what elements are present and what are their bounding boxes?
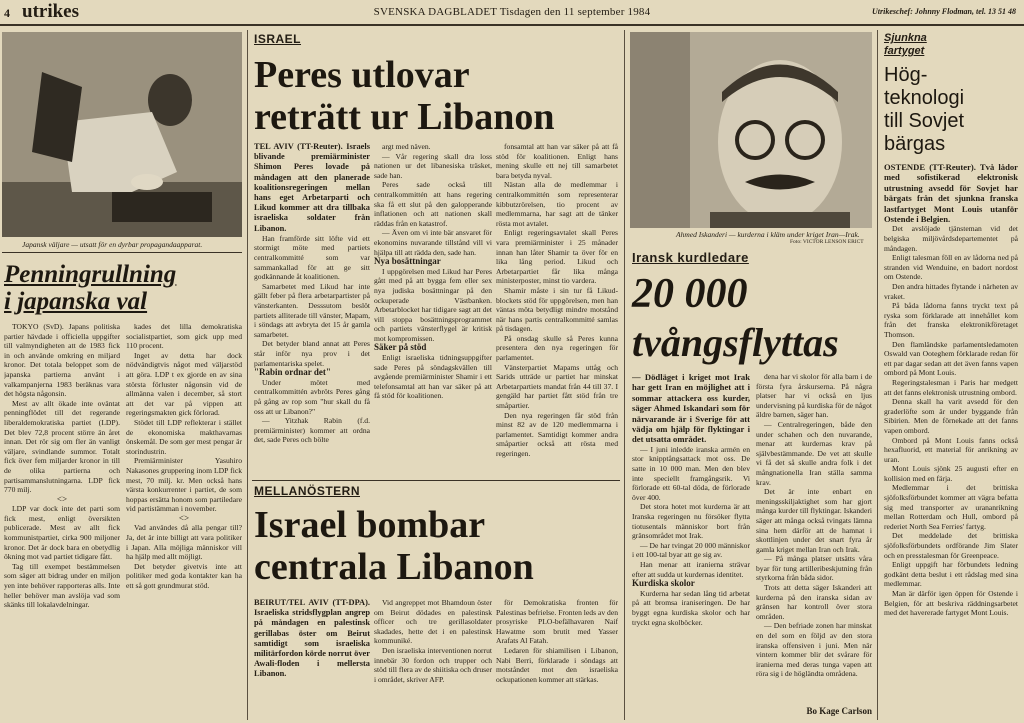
peres-subhead-support: Säker på stöd [374,342,427,353]
mideast-kicker: MELLANÖSTERN [254,484,360,498]
iran-lead: — Dödläget i kriget mot Irak har gett Iran en möjlighet att i sommar attackera oss kurder, säger Ahmed Iskandari som för närvarande är i Sverige för att vädja om hjälp för flyktingar i det utsatta området. [632,372,750,445]
ship-headline [884,64,964,156]
ship-p11: Det meddelade det brittiska sjöfolksförbundets ordförande Jim Slater och en presstalesman för Greenpeace. [884,531,1018,560]
ship-headline-line3: till Sovjet [884,110,965,132]
iran-byline: Bo Kage Carlson [806,706,872,716]
mideast-rule [252,480,620,481]
ship-p10: Medlemmar i det brittiska sjöfolksförbundet kommer att vägra befatta sig med transporter av urananrikning mellan Rotterdam och Hull, ombord på rederiet North Sea Ferries' fartyg. [884,483,1018,531]
japan-c2-p2: Inget av detta har dock nödvändigtvis något med väljarstöd att göra. LDP t ex gjorde en av sina största förluster någonsin vid de allmänna valen i december, så stort att det var på vippen att regeringsmakten gick förlorad. [126,350,242,418]
ship-p4: På båda lådorna fanns tryckt text på ryska som förklarade att innehållet kom från det franska elektronikföretaget Thomson. [884,301,1018,339]
ship-p5: Den flamländske parlamentsledamoten Oswald van Ooteghem förklarade redan för ett par dagar sedan att det även fanns vapen ombord på Mont Louis. [884,339,1018,378]
column-divider-icon: <> [56,493,68,504]
peres-c2-p6: Enligt israeliska tidningsuppgifter sade Peres på söndagskvällen till avgående premiärminister Shamir i ett telefonsamtal att han var säker på att få stöd för koalitionen. [374,353,492,401]
peres-c2-p5: I uppgörelsen med Likud har Peres gått med på att bygga fem eller sex nya judiska bosättningar på den ockuperade Västbanken. Arbetarblocket har tidigare sagt att det vill stoppa bosättningsprogrammet och partiets vänsterflygel är kritisk mot kompromissen. [374,266,492,343]
japan-c2-p3: Stödet till LDP reflekterar i stället de ekonomiska makthavarnas önskemål. De som ger mest pengar är storindustrin. [126,417,242,456]
peres-subhead-settlements: Nya bosättningar [374,256,441,267]
bomb-c3-p2: Ledaren för shiamilisen i Libanon, Nabi Berri, förklarade i söndags att motståndet mot den israeliska ockupationen kommer att stärkas. [496,645,618,684]
peres-c2-p3: Peres sade också till centralkommittén att hans regering ska få ett slut på den galopperande inflationen och att nationen skall räddas från en katastrof. [374,180,492,228]
peres-subhead-rabin: "Rabin ordnar det" [254,367,331,378]
ship-p3: Den andra hittades flytande i närheten av vraket. [884,282,1018,301]
column-separator [624,30,625,720]
peres-c1-p6: — Yitzhak Rabin (f.d. premiärminister) kommer att ordna det, sade Peres och bölte [254,416,370,445]
japan-c2-p1: kades det lilla demokratiska socialistpartiet, som gick upp med 110 procent. [126,322,242,351]
peres-headline-line2: reträtt ur Libanon [254,96,555,138]
iran-column-1 [632,372,750,720]
iran-c2-p2: — Centralregeringen, både den under schahen och den nuvarande, menar att kurdernas krav på självbestämmande. De vet att skulle vi få det så skulle andra folk i det mångnationella Iran ställa samma krav. [756,419,872,487]
iran-c2-p1: dena har vi skolor för alla barn i de första fyra årskurserna. På några platser har vi också en ljus undervisning på kurdiska för de något äldre barnen, säger han. [756,372,872,420]
bomb-lead: BEIRUT/TEL AVIV (TT-DPA). Israeliska stridsflygplan angrep på måndagen en palestinsk gerillabas öster om Beirut samtidigt som israeliska militärfordon körde norrut över Awali-floden i mellersta Libanon. [254,598,370,679]
bomb-column-2 [374,598,492,720]
iskandari-photo-caption: Ahmed Iskanderi — kurderna i kläm under kriget Iran—Irak. [676,230,860,239]
iran-c2-p5: Trots att detta säger Iskanderi att kurderna på den iranska sidan av gränsen har kontroll över stora områden. [756,583,872,621]
iran-c1-p1: — I juni inledde iranska armén en stor knipptångsattack mot oss. De satte in 10 000 man. Men den blev inte speciellt framgångsrik. Vi förlorade ett 60-tal döda, de förlorade över 400. [632,444,750,502]
ship-headline-line4: bärgas [884,133,946,155]
ship-headline-line2: teknologi [884,87,965,109]
japan-headline-line1: Penningrullning [4,261,177,288]
peres-c3-p1: fonsamtal att han var säker på att få stöd för koalitionen. Enligt hans mening skulle ett nej till samarbetet bara betyda nyval. [496,142,618,180]
iran-subhead-schools: Kurdiska skolor [632,578,695,589]
iran-c2-p6: — Den befriade zonen har minskat en del som en följd av den stora iranska offensiven i juni. Men när vintern kommer blir det svårare för iranierna med deras tunga vapen att röra sig i de högländta områdena. [756,621,872,679]
bomb-headline-line2: centrala Libanon [254,546,534,588]
japan-column-2 [126,322,242,720]
ship-headline-line1: Hög- [884,64,928,86]
japan-c1-p2: Mest av allt ökade inte oväntat penningflödet till det regerande liberaldemokratiska partiet (LDP). Det blev 72,8 procent större än året innan. Det rör sig om fler än vanligt väljare, svindlande summor. Totalt fick över fem miljarder kronor in till de olika partierna och partisammanslutningarna. LDP fick 770 milj. [4,398,120,495]
iran-c1-p4: Han menar att iranierna strävar efter att sudda ut kurdernas identitet. [632,559,750,579]
bomb-c3-p1: för Demokratiska fronten för Palestinas befrielse. Fronten leds av den prosyriske PLO-befälhavaren Naif Hawatme som brutit med Yasser Arafats Al Fatah. [496,598,618,646]
iran-headline-line2: tvångsflyttas [632,320,839,365]
peres-c1-p4: Det betyder bland annat att Peres står inför nya prov i det parlamentariska spelet. [254,339,370,368]
peres-c3-p4: Shamir måste i sin tur få Likud-blockets stöd för uppgörelsen, men han väntas möta betydligt mindre motstånd när hans partis centralkommitté samlas på tisdagen. [496,285,618,334]
portrait-illustration [630,32,872,228]
ship-p12: Enligt uppgift har förbundets ledning godkänt detta beslut i ett rådslag med sina medlemmar. [884,560,1018,589]
ship-kicker [884,32,927,58]
peres-c1-p5: Under mötet med centralkommittén avbröts Peres gång på gång av rop som "hur skall du få oss att ur Libanon?" [254,377,370,416]
peres-c3-p7: Den nya regeringen får stöd från minst 82 av de 120 medlemmarna i parlamentet. Samtidigt kommer andra småpartier också att rösta med regeringen. [496,410,618,458]
peres-c3-p3: Enligt regeringsavtalet skall Peres vara premiärminister i 25 månader innan han låter Shamir ta över för en lika lång period. Likud och Arbetarpartiet får lika många ministerposter, minst tio vardera. [496,228,618,286]
ship-p6: Regeringstalesman i Paris har medgett att det fanns elektronisk utrustning ombord. [884,377,1018,397]
peres-column-3 [496,142,618,478]
peres-c2-p1: argt med näven. [382,142,431,151]
ship-kicker-line1: Sjunkna [884,32,927,44]
japan-c1-p4: Tag till exempet bestämmelsen som säger att bidrag under en miljon yen inte behöver rapporteras alls. Inte heller behöver man avslöja vad som skänks till lokalavdelningar. [4,561,120,610]
japan-voter-photo [2,32,242,237]
column-divider-icon: <> [178,512,190,523]
iran-column-2 [756,372,872,706]
ship-p1: Det avslöjade tjänsteman vid det belgiska miljövårdsdepartementet på måndagen. [884,224,1018,253]
bomb-headline-line1: Israel bombar [254,504,486,546]
japan-c2-p6: Det betyder givetvis inte att politiker med goda kontakter kan ha ett så gott grundmurat stöd. [126,561,242,591]
japan-c2-p4: Premiärminister Yasuhiro Nakasones gruppering inom LDP fick mest, 70 milj. kr. Men också hans värsta konkurrenter i partiet, de som hoppas ersätta honom som partiledare vid partistämman i november. [126,456,242,514]
peres-lead: TEL AVIV (TT-Reuter). Israels blivande premiärminister Shimon Peres lovade på måndagen att den planerade koalitionsregeringen mellan hans eget Arbetarparti och Likud kommer att dra tillbaka israeliska soldater från Libanon. [254,142,370,233]
column-separator [877,30,878,720]
section-title: utrikes [22,1,79,22]
japan-headline-line2: i japanska val [4,288,148,315]
ship-column [884,162,1018,720]
bomb-column-1 [254,598,370,720]
iran-c1-p5: Kurderna har sedan lång tid arbetat på att bromsa iraniseringen. De har byggt egna kurdiska skolor och har tryckt egna skolböcker. [632,588,750,627]
column-separator [247,30,248,720]
peres-c2-p2: — Vår regering skall dra loss nationen ur det libanesiska träsket, sade han. [374,151,492,180]
bomb-c2-p1: Vid angreppet mot Bhamdoun öster om Beirut dödades en palestinsk officer och tre gerillasoldater skadades, hette det i en palestinsk kommuniké. [374,598,492,646]
ship-lead: OSTENDE (TT-Reuter). Två lådor med sofistikerad elektronisk utrustning avsedd för Sovjet har bärgats från det sjunkna franska lastfartyget Mont Louis utanför Ostende i Belgien. [884,162,1018,225]
peres-c2-p4: — Även om vi inte bär ansvaret för ekonomins nuvarande tillstånd vill vi hjälpa till att rädda den, sade han. [374,228,492,257]
iran-c2-p4: — På många platser utsätts våra byar för tung artilleribeskjutning från styrkorna från båda sidor. [756,554,872,583]
ship-p2: Enligt talesman föll en av lådorna ned på stranden vid Wenduine, en badort nordost om Ostende. [884,253,1018,282]
peres-column-1 [254,142,370,478]
iran-c2-p3: Det är inte enbart en meningsskiljaktighet som har gjort många kurder till flyktingar. Iskanderi säger att många också tvingats lämna sina hem därför att de hamnat i skottlinjen under det snart fyra år gamla kriget mellan Iran och Irak. [756,487,872,554]
voter-illustration [2,32,242,237]
japan-rule [2,252,242,253]
japan-c1-p3: LDP var dock inte det parti som fick mest, enligt översikten publicerade. Mest av allt fick kommunistpartiet, cirka 900 miljoner kronor. Det är dock bara en obetydlig ökning mot vad partiet tidigare fått. [4,504,120,562]
peres-headline-line1: Peres utlovar [254,54,470,96]
peres-kicker: ISRAEL [254,32,302,46]
iskandari-portrait-photo [630,32,872,228]
peres-c1-p2: Han framförde sitt löfte vid ett stormigt möte med partiets centralkommitté som var sammankallad för att ge sitt godkännande åt koalitionen. [254,233,370,282]
page-number: 4 [4,6,10,20]
ship-p13: Man är därför igen öppen för Ostende i Belgien, för att beskriva räddningsarbetet med det havererade fartyget Mont Louis. [884,589,1018,618]
japan-column-1 [4,322,120,720]
peres-c3-p6: Vänsterpartiet Mapams uttåg och Sarids utträde ur partiet har minskat Arbetarpartiets mandat från 44 till 37. I gengäld har partiet fått stöd från tre småpartier. [496,362,618,411]
ship-p9: Mont Louis sjönk 25 augusti efter en kollision med en färja. [884,464,1018,483]
bomb-column-3 [496,598,618,720]
iran-headline-line1: 20 000 [632,271,748,317]
japan-c2-p5: Vad användes då alla pengar till? Ja, det är inte billigt att vara politiker i Japan. Alla möjliga människor vill ha hjälp med allt möjligt. [126,523,242,562]
ship-p7: Denna skall ha varit avsedd för den graderlöfte som är under byggande från Sibirien. Men de förnekade att det fanns vapen ombord. [884,397,1018,435]
peres-c1-p3: Samarbetet med Likud har inte gällt feber på flera arbetarpartister på vänsterkanten. Desssutom beslöt partiets alliterade till vänster, Mapam, i söndags att avbryta det 15 år gamla samarbetet. [254,281,370,339]
japan-c1-p1: TOKYO (SvD). Japans politiska partier hävdade i officiella uppgifter till valmyndigheten att de 1983 fick in och använde omkring en miljard kronor. Det totala beloppet som de japanska partierna använt i valkampanjerna 1983 beräknas vara det högsta någonsin. [4,322,120,399]
iran-c1-p2: Det stora hotet mot kurderna är att Iranska regeringen nu försöker flytta tiotusentals människor bort från gränsområdet mot Irak. [632,502,750,541]
ship-p8: Ombord på Mont Louis fanns också hexafluorid, ett material för anrikning av uran. [884,435,1018,464]
peres-c3-p2: Nästan alla de medlemmar i centralkommittén som representerar kibbutzrörelsen, tio procent av medlemmarna, har sagt att de tänker rösta mot avtalet. [496,180,618,228]
iran-kicker: Iransk kurdledare [632,250,749,265]
newspaper-dateline: SVENSKA DAGBLADET Tisdagen den 11 september 1984 [373,6,651,18]
peres-c3-p5: På onsdag skulle så Peres kunna presentera den nya regeringen för parlamentet. [496,333,618,363]
ship-kicker-line2: fartyget [884,45,925,57]
japan-photo-caption: Japansk väljare — utsatt för en dyrbar propagandaapparat. [22,240,203,249]
peres-column-2 [374,142,492,478]
masthead-rule [0,24,1024,26]
photo-credit: Foto: VICTOR LENSON ERICT [790,239,864,245]
iran-c1-p3: — De har tvingat 20 000 människor i ett 100-tal byar att ge sig av. [632,540,750,560]
foreign-editor-line: Utrikeschef: Johnny Flodman, tel. 13 51 48 [871,7,1016,16]
bomb-c2-p2: Den israeliska interventionen norrut innebär 30 fordon och trupper och stöd till flera av de shiitiska och druser i området, skriver AFP. [374,645,492,684]
